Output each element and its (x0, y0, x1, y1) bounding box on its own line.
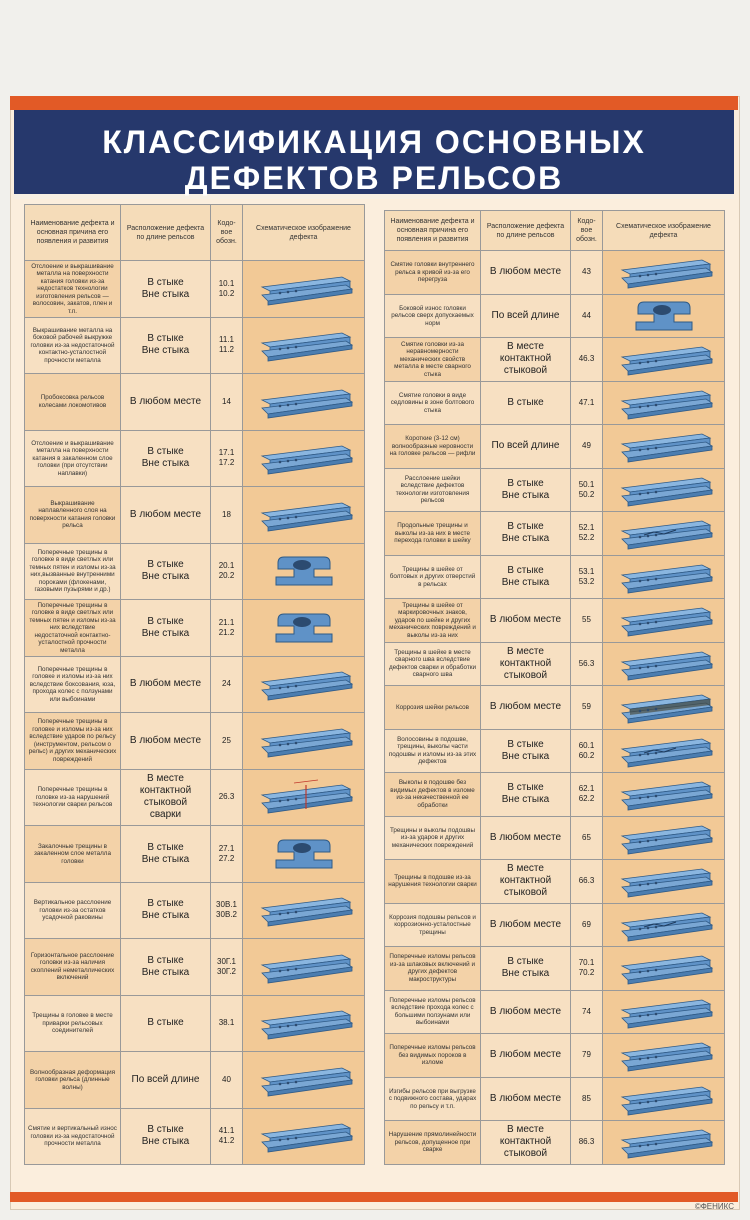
defect-row (25, 713, 365, 770)
defect-name: Волнообразная деформация головки рельса (длинные волны) (25, 1052, 121, 1109)
defect-name: Смятие головки в виде седловины в зоне болтового стыка (385, 381, 481, 425)
rail-icon (254, 1003, 354, 1043)
rail-icon (254, 721, 354, 761)
rail-weld-icon (254, 777, 354, 817)
defect-code: 69 (571, 903, 603, 947)
defect-location: В любом месте (481, 903, 571, 947)
rail-icon (254, 1116, 354, 1156)
defect-row (25, 656, 365, 713)
defect-code: 14 (211, 374, 243, 431)
defect-name: Поперечные трещины в головке в виде светлых или темных пятен и изломы из-за них вследствие недостаточной контактно-усталостной прочности металла (25, 600, 121, 657)
defect-location: В любом месте (481, 686, 571, 730)
rail-icon (254, 269, 354, 309)
rail-icon (254, 947, 354, 987)
defect-row (25, 995, 365, 1052)
defect-location: В стыке Вне стыка (121, 939, 211, 996)
defect-code: 85 (571, 1077, 603, 1121)
rail-crack-icon (614, 905, 714, 945)
rail-icon (254, 382, 354, 422)
rail-icon (614, 861, 714, 901)
defect-name: Поперечные изломы рельсов без видимых пороков в изломе (385, 1034, 481, 1078)
defect-location: В стыке Вне стыка (121, 317, 211, 374)
rail-section-icon (254, 551, 354, 591)
defect-name: Закалочные трещины в закаленном слое металла головки (25, 826, 121, 883)
rail-icon (254, 438, 354, 478)
rail-icon (614, 644, 714, 684)
defect-image (603, 425, 725, 469)
defect-image (603, 1121, 725, 1165)
rail-icon (254, 325, 354, 365)
defect-row (25, 374, 365, 431)
defect-name: Поперечные трещины в головке и изломы из-за них вследствие боксования, юза, прохода колес с ползунами или выбоинами (25, 656, 121, 713)
defect-name: Трещины в подошве из-за нарушения технологии сварки (385, 860, 481, 904)
defect-image (243, 826, 365, 883)
left-defects-table (24, 204, 365, 1165)
rail-icon (614, 383, 714, 423)
defect-location: В любом месте (481, 1077, 571, 1121)
defect-code: 25 (211, 713, 243, 770)
defect-image (603, 512, 725, 556)
defect-image (603, 1034, 725, 1078)
defect-name: Изгибы рельсов при выгрузке с подвижного состава, ударах по рельсу и т.п. (385, 1077, 481, 1121)
defect-name: Выколы в подошве без видимых дефектов в изломе из-за некачественной ее обработки (385, 773, 481, 817)
defect-name: Горизонтальное расслоение головки из-за наличия скоплений неметаллических включений (25, 939, 121, 996)
defect-row (385, 294, 725, 338)
defect-location: В стыке (121, 995, 211, 1052)
defect-code: 46.3 (571, 338, 603, 382)
header-name: Наименование дефекта и основная причина его появления и развития (25, 205, 121, 261)
defect-row (25, 600, 365, 657)
defect-code: 55 (571, 599, 603, 643)
defect-image (243, 317, 365, 374)
defect-row (25, 769, 365, 826)
title-line-2: ДЕФЕКТОВ РЕЛЬСОВ (184, 160, 564, 196)
right-defects-table (384, 210, 725, 1165)
defect-image (243, 1052, 365, 1109)
defect-code: 52.1 52.2 (571, 512, 603, 556)
defect-row (25, 487, 365, 544)
defect-location: В любом месте (481, 1034, 571, 1078)
rail-icon (614, 557, 714, 597)
defect-location: В стыке Вне стыка (481, 773, 571, 817)
defect-image (603, 468, 725, 512)
defect-image (243, 430, 365, 487)
defect-image (243, 939, 365, 996)
defect-image (603, 686, 725, 730)
rail-icon (614, 1122, 714, 1162)
defect-image (243, 1108, 365, 1165)
defect-location: В месте контактной стыковой сварки (121, 769, 211, 826)
defect-name: Трещины и выколы подошвы из-за ударов и других механических повреждений (385, 816, 481, 860)
defect-row (385, 381, 725, 425)
defect-code: 21.1 21.2 (211, 600, 243, 657)
title-line-1: КЛАССИФИКАЦИЯ ОСНОВНЫХ (102, 124, 646, 160)
rail-section-icon (614, 296, 714, 336)
defect-image (243, 882, 365, 939)
defect-code: 27.1 27.2 (211, 826, 243, 883)
defect-row (385, 338, 725, 382)
defect-code: 26.3 (211, 769, 243, 826)
rail-icon (254, 664, 354, 704)
defect-row (385, 1034, 725, 1078)
defect-code: 86.3 (571, 1121, 603, 1165)
defect-location: В стыке Вне стыка (121, 261, 211, 318)
defect-row (385, 860, 725, 904)
defect-location: В любом месте (121, 656, 211, 713)
defect-location: В стыке Вне стыка (481, 468, 571, 512)
defect-location: В стыке Вне стыка (481, 512, 571, 556)
defect-name: Коррозия шейки рельсов (385, 686, 481, 730)
rail-icon (614, 992, 714, 1032)
defect-row (25, 1108, 365, 1165)
defect-location: В месте контактной стыковой (481, 642, 571, 686)
defect-code: 62.1 62.2 (571, 773, 603, 817)
defect-image (603, 338, 725, 382)
defect-location: В любом месте (481, 990, 571, 1034)
defect-code: 41.1 41.2 (211, 1108, 243, 1165)
defect-code: 70.1 70.2 (571, 947, 603, 991)
defect-image (243, 656, 365, 713)
defect-row (385, 599, 725, 643)
header-image: Схематическое изображение дефекта (243, 205, 365, 261)
defect-row (385, 425, 725, 469)
rail-icon (614, 339, 714, 379)
defect-location: По всей длине (481, 425, 571, 469)
right-table-header (385, 211, 725, 251)
header-code: Кодо-вое обозн. (211, 205, 243, 261)
defect-image (603, 903, 725, 947)
defect-location: В стыке Вне стыка (481, 947, 571, 991)
defect-name: Трещины в шейке в месте сварного шва вследствие дефектов сварки и обработки сварного шва (385, 642, 481, 686)
left-table-header (25, 205, 365, 261)
defect-name: Коррозия подошвы рельсов и коррозионно-усталостные трещины (385, 903, 481, 947)
defect-location: В стыке Вне стыка (121, 826, 211, 883)
defect-row (25, 1052, 365, 1109)
defect-code: 66.3 (571, 860, 603, 904)
defect-row (25, 882, 365, 939)
defect-image (603, 947, 725, 991)
rail-icon (614, 426, 714, 466)
defect-location: В стыке Вне стыка (121, 882, 211, 939)
defect-image (603, 990, 725, 1034)
defect-row (385, 990, 725, 1034)
defect-row (385, 1121, 725, 1165)
defect-location: В стыке Вне стыка (481, 729, 571, 773)
rail-icon (614, 774, 714, 814)
bottom-stripe (10, 1192, 738, 1202)
defect-code: 59 (571, 686, 603, 730)
defect-image (603, 251, 725, 295)
defect-name: Смятие головки внутреннего рельса в кривой из-за его перегруза (385, 251, 481, 295)
defect-image (243, 713, 365, 770)
defect-name: Смятие и вертикальный износ головки из-за недостаточной прочности металла (25, 1108, 121, 1165)
defect-name: Поперечные изломы рельсов вследствие прохода колес с большими ползунами или выбоинами (385, 990, 481, 1034)
defect-name: Боковой износ головки рельсов сверх допускаемых норм (385, 294, 481, 338)
defect-name: Трещины в шейке от маркировочных знаков, ударов по шейке и других механических повреждений и выколы из-за них (385, 599, 481, 643)
defect-image (243, 261, 365, 318)
defect-name: Поперечные трещины в головке из-за нарушений технологии сварки рельсов (25, 769, 121, 826)
rail-icon (254, 495, 354, 535)
defect-location: В стыке Вне стыка (121, 600, 211, 657)
defect-name: Поперечные трещины в головке в виде светлых или темных пятен и изломы из-за них,вызванные внутренними пороками (флокенами, газовыми пузырями и др.) (25, 543, 121, 600)
defect-row (385, 729, 725, 773)
top-stripe (10, 96, 738, 110)
defect-row (25, 430, 365, 487)
defect-location: В стыке Вне стыка (481, 555, 571, 599)
publisher-mark: ©ФЕНИКС (694, 1202, 734, 1211)
defect-code: 60.1 60.2 (571, 729, 603, 773)
defect-code: 53.1 53.2 (571, 555, 603, 599)
defect-name: Отслоение и выкрашивание металла на поверхности катания головки из-за недостатков технологии изготовления рельсов — волосовин, закатов, плен и т.п. (25, 261, 121, 318)
defect-code: 30Г.1 30Г.2 (211, 939, 243, 996)
defect-image (603, 860, 725, 904)
defect-code: 17.1 17.2 (211, 430, 243, 487)
defect-name: Пробоксовка рельсов колесами локомотивов (25, 374, 121, 431)
rail-section-icon (254, 608, 354, 648)
defect-image (603, 381, 725, 425)
defect-row (25, 317, 365, 374)
rail-section-icon (254, 834, 354, 874)
defect-row (385, 468, 725, 512)
defect-image (603, 729, 725, 773)
defect-code: 18 (211, 487, 243, 544)
defect-name: Трещины в шейке от болтовых и других отверстий в рельсах (385, 555, 481, 599)
defect-location: В стыке Вне стыка (121, 430, 211, 487)
defect-image (603, 294, 725, 338)
defect-row (385, 512, 725, 556)
defect-location: В любом месте (121, 487, 211, 544)
header-name: Наименование дефекта и основная причина его появления и развития (385, 211, 481, 251)
rail-icon (254, 1060, 354, 1100)
defect-name: Трещины в головке в месте приварки рельсовых соединителей (25, 995, 121, 1052)
defect-code: 43 (571, 251, 603, 295)
rail-icon (614, 252, 714, 292)
defect-location: В месте контактной стыковой (481, 1121, 571, 1165)
defect-code: 30В.1 30В.2 (211, 882, 243, 939)
defect-code: 24 (211, 656, 243, 713)
defect-image (603, 555, 725, 599)
rail-crack-icon (614, 513, 714, 553)
defect-name: Короткие (3-12 см) волнообразные неровности на головке рельсов — рифли (385, 425, 481, 469)
defect-code: 11.1 11.2 (211, 317, 243, 374)
header-code: Кодо-вое обозн. (571, 211, 603, 251)
header-location: Расположение дефекта по длине рельсов (121, 205, 211, 261)
defect-row (385, 1077, 725, 1121)
defect-code: 10.1 10.2 (211, 261, 243, 318)
defect-name: Расслоение шейки вследствие дефектов технологии изготовления рельсов (385, 468, 481, 512)
defect-image (603, 816, 725, 860)
defect-row (385, 251, 725, 295)
defect-location: В любом месте (121, 374, 211, 431)
defect-name: Продольные трещины и выколы из-за них в месте перехода головки в шейку (385, 512, 481, 556)
defect-code: 40 (211, 1052, 243, 1109)
defect-name: Смятие головки из-за неравномерности механических свойств металла в месте сварного стыка (385, 338, 481, 382)
defect-image (603, 773, 725, 817)
defect-image (243, 769, 365, 826)
header-location: Расположение дефекта по длине рельсов (481, 211, 571, 251)
defect-row (385, 903, 725, 947)
defect-name: Вертикальное расслоение головки из-за остатков усадочной раковины (25, 882, 121, 939)
defect-name: Выкрашивание металла на боковой рабочей выкружке головки из-за недостаточной контактно-усталостной прочности металла (25, 317, 121, 374)
defect-location: В месте контактной стыковой (481, 338, 571, 382)
rail-crack-icon (614, 731, 714, 771)
defect-image (243, 995, 365, 1052)
defect-row (25, 543, 365, 600)
defect-code: 50.1 50.2 (571, 468, 603, 512)
defect-code: 44 (571, 294, 603, 338)
defect-code: 47.1 (571, 381, 603, 425)
defect-location: В стыке Вне стыка (121, 543, 211, 600)
defect-image (603, 599, 725, 643)
defect-row (25, 261, 365, 318)
defect-row (385, 947, 725, 991)
defect-code: 79 (571, 1034, 603, 1078)
defect-code: 49 (571, 425, 603, 469)
defect-location: В любом месте (481, 599, 571, 643)
rail-icon (614, 1079, 714, 1119)
defect-row (385, 773, 725, 817)
title-banner (14, 110, 734, 199)
rail-icon (254, 890, 354, 930)
defect-name: Поперечные изломы рельсов из-за шлаковых включений и других дефектов макроструктуры (385, 947, 481, 991)
defect-code: 74 (571, 990, 603, 1034)
defect-row (25, 939, 365, 996)
defect-row (385, 555, 725, 599)
defect-name: Отслоение и выкрашивание металла на поверхности катания в закаленном слое головки (при отсутствии наплавки) (25, 430, 121, 487)
defect-location: По всей длине (481, 294, 571, 338)
defect-row (385, 686, 725, 730)
defect-code: 56.3 (571, 642, 603, 686)
defect-code: 38.1 (211, 995, 243, 1052)
defect-code: 20.1 20.2 (211, 543, 243, 600)
header-image: Схематическое изображение дефекта (603, 211, 725, 251)
defect-name: Нарушение прямолинейности рельсов, допущенное при сварке (385, 1121, 481, 1165)
defect-name: Поперечные трещины в головке и изломы из-за них вследствие ударов по рельсу (инструментом, рельсом о рельс) и других механических повреждений (25, 713, 121, 770)
defect-image (603, 1077, 725, 1121)
rail-icon (614, 1035, 714, 1075)
rail-icon (614, 818, 714, 858)
defect-location: В месте контактной стыковой (481, 860, 571, 904)
rail-corrosion-icon (614, 687, 714, 727)
rail-icon (614, 600, 714, 640)
defect-location: В стыке (481, 381, 571, 425)
defect-location: В любом месте (121, 713, 211, 770)
defect-row (25, 826, 365, 883)
defect-code: 65 (571, 816, 603, 860)
defect-image (243, 600, 365, 657)
defect-location: По всей длине (121, 1052, 211, 1109)
rail-icon (614, 948, 714, 988)
defect-image (243, 374, 365, 431)
defect-location: В любом месте (481, 251, 571, 295)
defect-image (243, 487, 365, 544)
defect-name: Волосовины в подошве, трещины, выколы части подошвы и изломы из-за этих дефектов (385, 729, 481, 773)
defect-location: В любом месте (481, 816, 571, 860)
defect-image (603, 642, 725, 686)
defect-name: Выкрашивание наплавленного слоя на поверхности катания головки рельса (25, 487, 121, 544)
rail-icon (614, 470, 714, 510)
defect-image (243, 543, 365, 600)
defect-row (385, 816, 725, 860)
defect-row (385, 642, 725, 686)
defect-location: В стыке Вне стыка (121, 1108, 211, 1165)
